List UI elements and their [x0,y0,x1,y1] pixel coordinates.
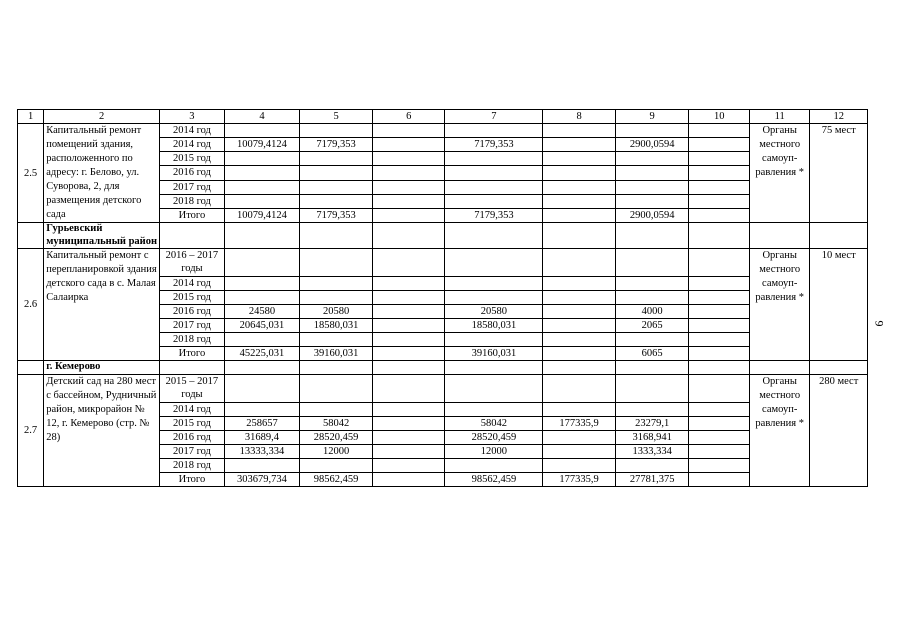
value-cell-c4 [224,403,300,417]
value-cell-c8 [543,291,616,305]
value-cell-c6 [372,305,445,319]
empty-cell [160,223,225,249]
value-cell-c9: 1333,334 [615,445,689,459]
value-cell-c7: 98562,459 [445,473,543,487]
empty-cell [810,223,868,249]
empty-cell [689,361,749,375]
value-cell-c10 [689,124,749,138]
year-cell: 2018 год [160,459,225,473]
value-cell-c6 [372,152,445,166]
empty-cell [300,223,373,249]
value-cell-c9: 2900,0594 [615,208,689,222]
section-row [18,361,868,375]
year-cell: 2014 год [160,124,225,138]
header-cell: 3 [160,110,225,124]
value-cell-c5 [300,333,373,347]
value-cell-c5 [300,375,373,403]
year-cell: 2016 год [160,305,225,319]
value-cell-c6 [372,319,445,333]
year-cell: 2014 год [160,277,225,291]
value-cell-c4 [224,249,300,277]
organization-cell: Органы местного самоуп-равления * [749,249,809,361]
value-cell-c8 [543,166,616,180]
value-cell-c4 [224,152,300,166]
value-cell-c4: 13333,334 [224,445,300,459]
value-cell-c6 [372,249,445,277]
year-cell: 2017 год [160,445,225,459]
value-cell-c10 [689,166,749,180]
value-cell-c9: 6065 [615,347,689,361]
header-cell: 10 [689,110,749,124]
value-cell-c10 [689,138,749,152]
header-cell: 7 [445,110,543,124]
empty-cell [615,361,689,375]
empty-cell [615,223,689,249]
value-cell-c9 [615,291,689,305]
value-cell-c9 [615,152,689,166]
value-cell-c6 [372,403,445,417]
value-cell-c5 [300,249,373,277]
value-cell-c10 [689,277,749,291]
value-cell-c6 [372,417,445,431]
value-cell-c5: 39160,031 [300,347,373,361]
value-cell-c5 [300,459,373,473]
value-cell-c10 [689,194,749,208]
value-cell-c8 [543,445,616,459]
empty-cell [543,361,616,375]
empty-cell [810,361,868,375]
year-cell: 2016 год [160,166,225,180]
value-cell-c4: 258657 [224,417,300,431]
item-description: Капитальный ремонт помещений здания, расположенного по адресу: г. Белово, ул. Суворова, 2, для размещения детского сада [44,124,160,223]
value-cell-c4: 45225,031 [224,347,300,361]
table-row [18,375,868,403]
value-cell-c7: 18580,031 [445,319,543,333]
year-cell: 2016 год [160,431,225,445]
header-cell: 6 [372,110,445,124]
value-cell-c9 [615,249,689,277]
value-cell-c5 [300,152,373,166]
header-cell: 9 [615,110,689,124]
year-cell: 2018 год [160,333,225,347]
value-cell-c6 [372,124,445,138]
value-cell-c6 [372,138,445,152]
value-cell-c5: 7179,353 [300,208,373,222]
value-cell-c4 [224,459,300,473]
value-cell-c5: 28520,459 [300,431,373,445]
value-cell-c5: 20580 [300,305,373,319]
value-cell-c6 [372,277,445,291]
capacity-cell: 280 мест [810,375,868,487]
value-cell-c7 [445,277,543,291]
value-cell-c10 [689,152,749,166]
value-cell-c10 [689,291,749,305]
value-cell-c6 [372,375,445,403]
year-cell: 2015 год [160,291,225,305]
value-cell-c9 [615,180,689,194]
value-cell-c8 [543,194,616,208]
header-cell: 8 [543,110,616,124]
item-number: 2.5 [18,124,44,223]
value-cell-c8 [543,375,616,403]
value-cell-c5 [300,291,373,305]
page-number: 9 [872,320,887,327]
value-cell-c9: 3168,941 [615,431,689,445]
empty-cell [372,223,445,249]
year-cell: 2015 год [160,152,225,166]
value-cell-c6 [372,166,445,180]
value-cell-c4 [224,194,300,208]
year-cell: Итого [160,208,225,222]
value-cell-c10 [689,305,749,319]
header-cell: 1 [18,110,44,124]
value-cell-c7: 7179,353 [445,138,543,152]
value-cell-c10 [689,473,749,487]
value-cell-c6 [372,291,445,305]
value-cell-c8 [543,138,616,152]
year-cell: 2016 – 2017 годы [160,249,225,277]
value-cell-c7 [445,249,543,277]
section-num-cell [18,361,44,375]
value-cell-c7 [445,180,543,194]
year-cell: 2014 год [160,403,225,417]
value-cell-c4: 10079,4124 [224,138,300,152]
value-cell-c7 [445,291,543,305]
year-cell: 2014 год [160,138,225,152]
value-cell-c8 [543,347,616,361]
year-cell: Итого [160,347,225,361]
capacity-cell: 75 мест [810,124,868,223]
empty-cell [749,223,809,249]
value-cell-c7 [445,166,543,180]
value-cell-c8: 177335,9 [543,417,616,431]
value-cell-c5 [300,194,373,208]
value-cell-c8 [543,459,616,473]
year-cell: 2015 – 2017 годы [160,375,225,403]
value-cell-c7: 58042 [445,417,543,431]
value-cell-c10 [689,180,749,194]
value-cell-c8 [543,124,616,138]
item-description: Детский сад на 280 мест с бассейном, Рудничный район, микрорайон № 12, г. Кемерово (стр. № 28) [44,375,160,487]
section-title: Гурьевский муниципальный район [44,223,160,249]
value-cell-c10 [689,431,749,445]
value-cell-c10 [689,333,749,347]
organization-cell: Органы местного самоуп-равления * [749,124,809,223]
value-cell-c4 [224,180,300,194]
value-cell-c9 [615,277,689,291]
value-cell-c4 [224,291,300,305]
value-cell-c8 [543,208,616,222]
value-cell-c7 [445,124,543,138]
value-cell-c4: 31689,4 [224,431,300,445]
value-cell-c8 [543,403,616,417]
value-cell-c9: 27781,375 [615,473,689,487]
item-number: 2.6 [18,249,44,361]
value-cell-c6 [372,431,445,445]
year-cell: 2015 год [160,417,225,431]
empty-cell [300,361,373,375]
value-cell-c10 [689,459,749,473]
value-cell-c7: 20580 [445,305,543,319]
empty-cell [372,361,445,375]
value-cell-c4: 10079,4124 [224,208,300,222]
empty-cell [160,361,225,375]
table-row [18,124,868,138]
value-cell-c10 [689,347,749,361]
header-cell: 5 [300,110,373,124]
value-cell-c7: 28520,459 [445,431,543,445]
capacity-cell: 10 мест [810,249,868,361]
value-cell-c10 [689,319,749,333]
value-cell-c5 [300,124,373,138]
empty-cell [224,361,300,375]
value-cell-c4 [224,277,300,291]
empty-cell [445,223,543,249]
value-cell-c10 [689,208,749,222]
value-cell-c8: 177335,9 [543,473,616,487]
value-cell-c8 [543,249,616,277]
value-cell-c5 [300,277,373,291]
value-cell-c9 [615,333,689,347]
value-cell-c5 [300,403,373,417]
header-cell: 2 [44,110,160,124]
header-cell: 11 [749,110,809,124]
value-cell-c5 [300,166,373,180]
value-cell-c9 [615,403,689,417]
empty-cell [749,361,809,375]
value-cell-c4 [224,124,300,138]
value-cell-c9 [615,375,689,403]
item-number: 2.7 [18,375,44,487]
organization-cell: Органы местного самоуп-равления * [749,375,809,487]
header-cell: 12 [810,110,868,124]
value-cell-c9: 2065 [615,319,689,333]
value-cell-c6 [372,333,445,347]
value-cell-c4: 303679,734 [224,473,300,487]
value-cell-c5: 58042 [300,417,373,431]
value-cell-c5: 12000 [300,445,373,459]
value-cell-c8 [543,319,616,333]
value-cell-c8 [543,152,616,166]
year-cell: 2017 год [160,180,225,194]
value-cell-c8 [543,431,616,445]
budget-table [17,109,868,487]
value-cell-c7 [445,375,543,403]
value-cell-c9 [615,166,689,180]
empty-cell [445,361,543,375]
year-cell: 2017 год [160,319,225,333]
value-cell-c8 [543,333,616,347]
value-cell-c4 [224,166,300,180]
value-cell-c9 [615,194,689,208]
value-cell-c9: 4000 [615,305,689,319]
year-cell: Итого [160,473,225,487]
value-cell-c7 [445,403,543,417]
value-cell-c6 [372,347,445,361]
year-cell: 2018 год [160,194,225,208]
value-cell-c10 [689,417,749,431]
section-row [18,223,868,249]
value-cell-c6 [372,459,445,473]
value-cell-c6 [372,208,445,222]
value-cell-c8 [543,277,616,291]
value-cell-c10 [689,403,749,417]
value-cell-c10 [689,249,749,277]
header-row [18,110,868,124]
table-row [18,249,868,277]
value-cell-c7 [445,152,543,166]
section-title: г. Кемерово [44,361,160,375]
section-num-cell [18,223,44,249]
value-cell-c4: 24580 [224,305,300,319]
value-cell-c7: 12000 [445,445,543,459]
item-description: Капитальный ремонт с перепланировкой здания детского сада в с. Малая Салаирка [44,249,160,361]
value-cell-c4: 20645,031 [224,319,300,333]
value-cell-c5: 98562,459 [300,473,373,487]
value-cell-c4 [224,333,300,347]
value-cell-c7: 7179,353 [445,208,543,222]
value-cell-c6 [372,180,445,194]
value-cell-c7 [445,194,543,208]
value-cell-c6 [372,473,445,487]
value-cell-c6 [372,194,445,208]
value-cell-c7: 39160,031 [445,347,543,361]
value-cell-c4 [224,375,300,403]
empty-cell [543,223,616,249]
value-cell-c5 [300,180,373,194]
value-cell-c9: 23279,1 [615,417,689,431]
value-cell-c5: 7179,353 [300,138,373,152]
header-cell: 4 [224,110,300,124]
value-cell-c7 [445,459,543,473]
value-cell-c8 [543,180,616,194]
value-cell-c10 [689,375,749,403]
value-cell-c5: 18580,031 [300,319,373,333]
value-cell-c8 [543,305,616,319]
value-cell-c9 [615,124,689,138]
empty-cell [689,223,749,249]
value-cell-c9 [615,459,689,473]
empty-cell [224,223,300,249]
value-cell-c6 [372,445,445,459]
value-cell-c10 [689,445,749,459]
table-body [18,110,868,487]
value-cell-c9: 2900,0594 [615,138,689,152]
value-cell-c7 [445,333,543,347]
